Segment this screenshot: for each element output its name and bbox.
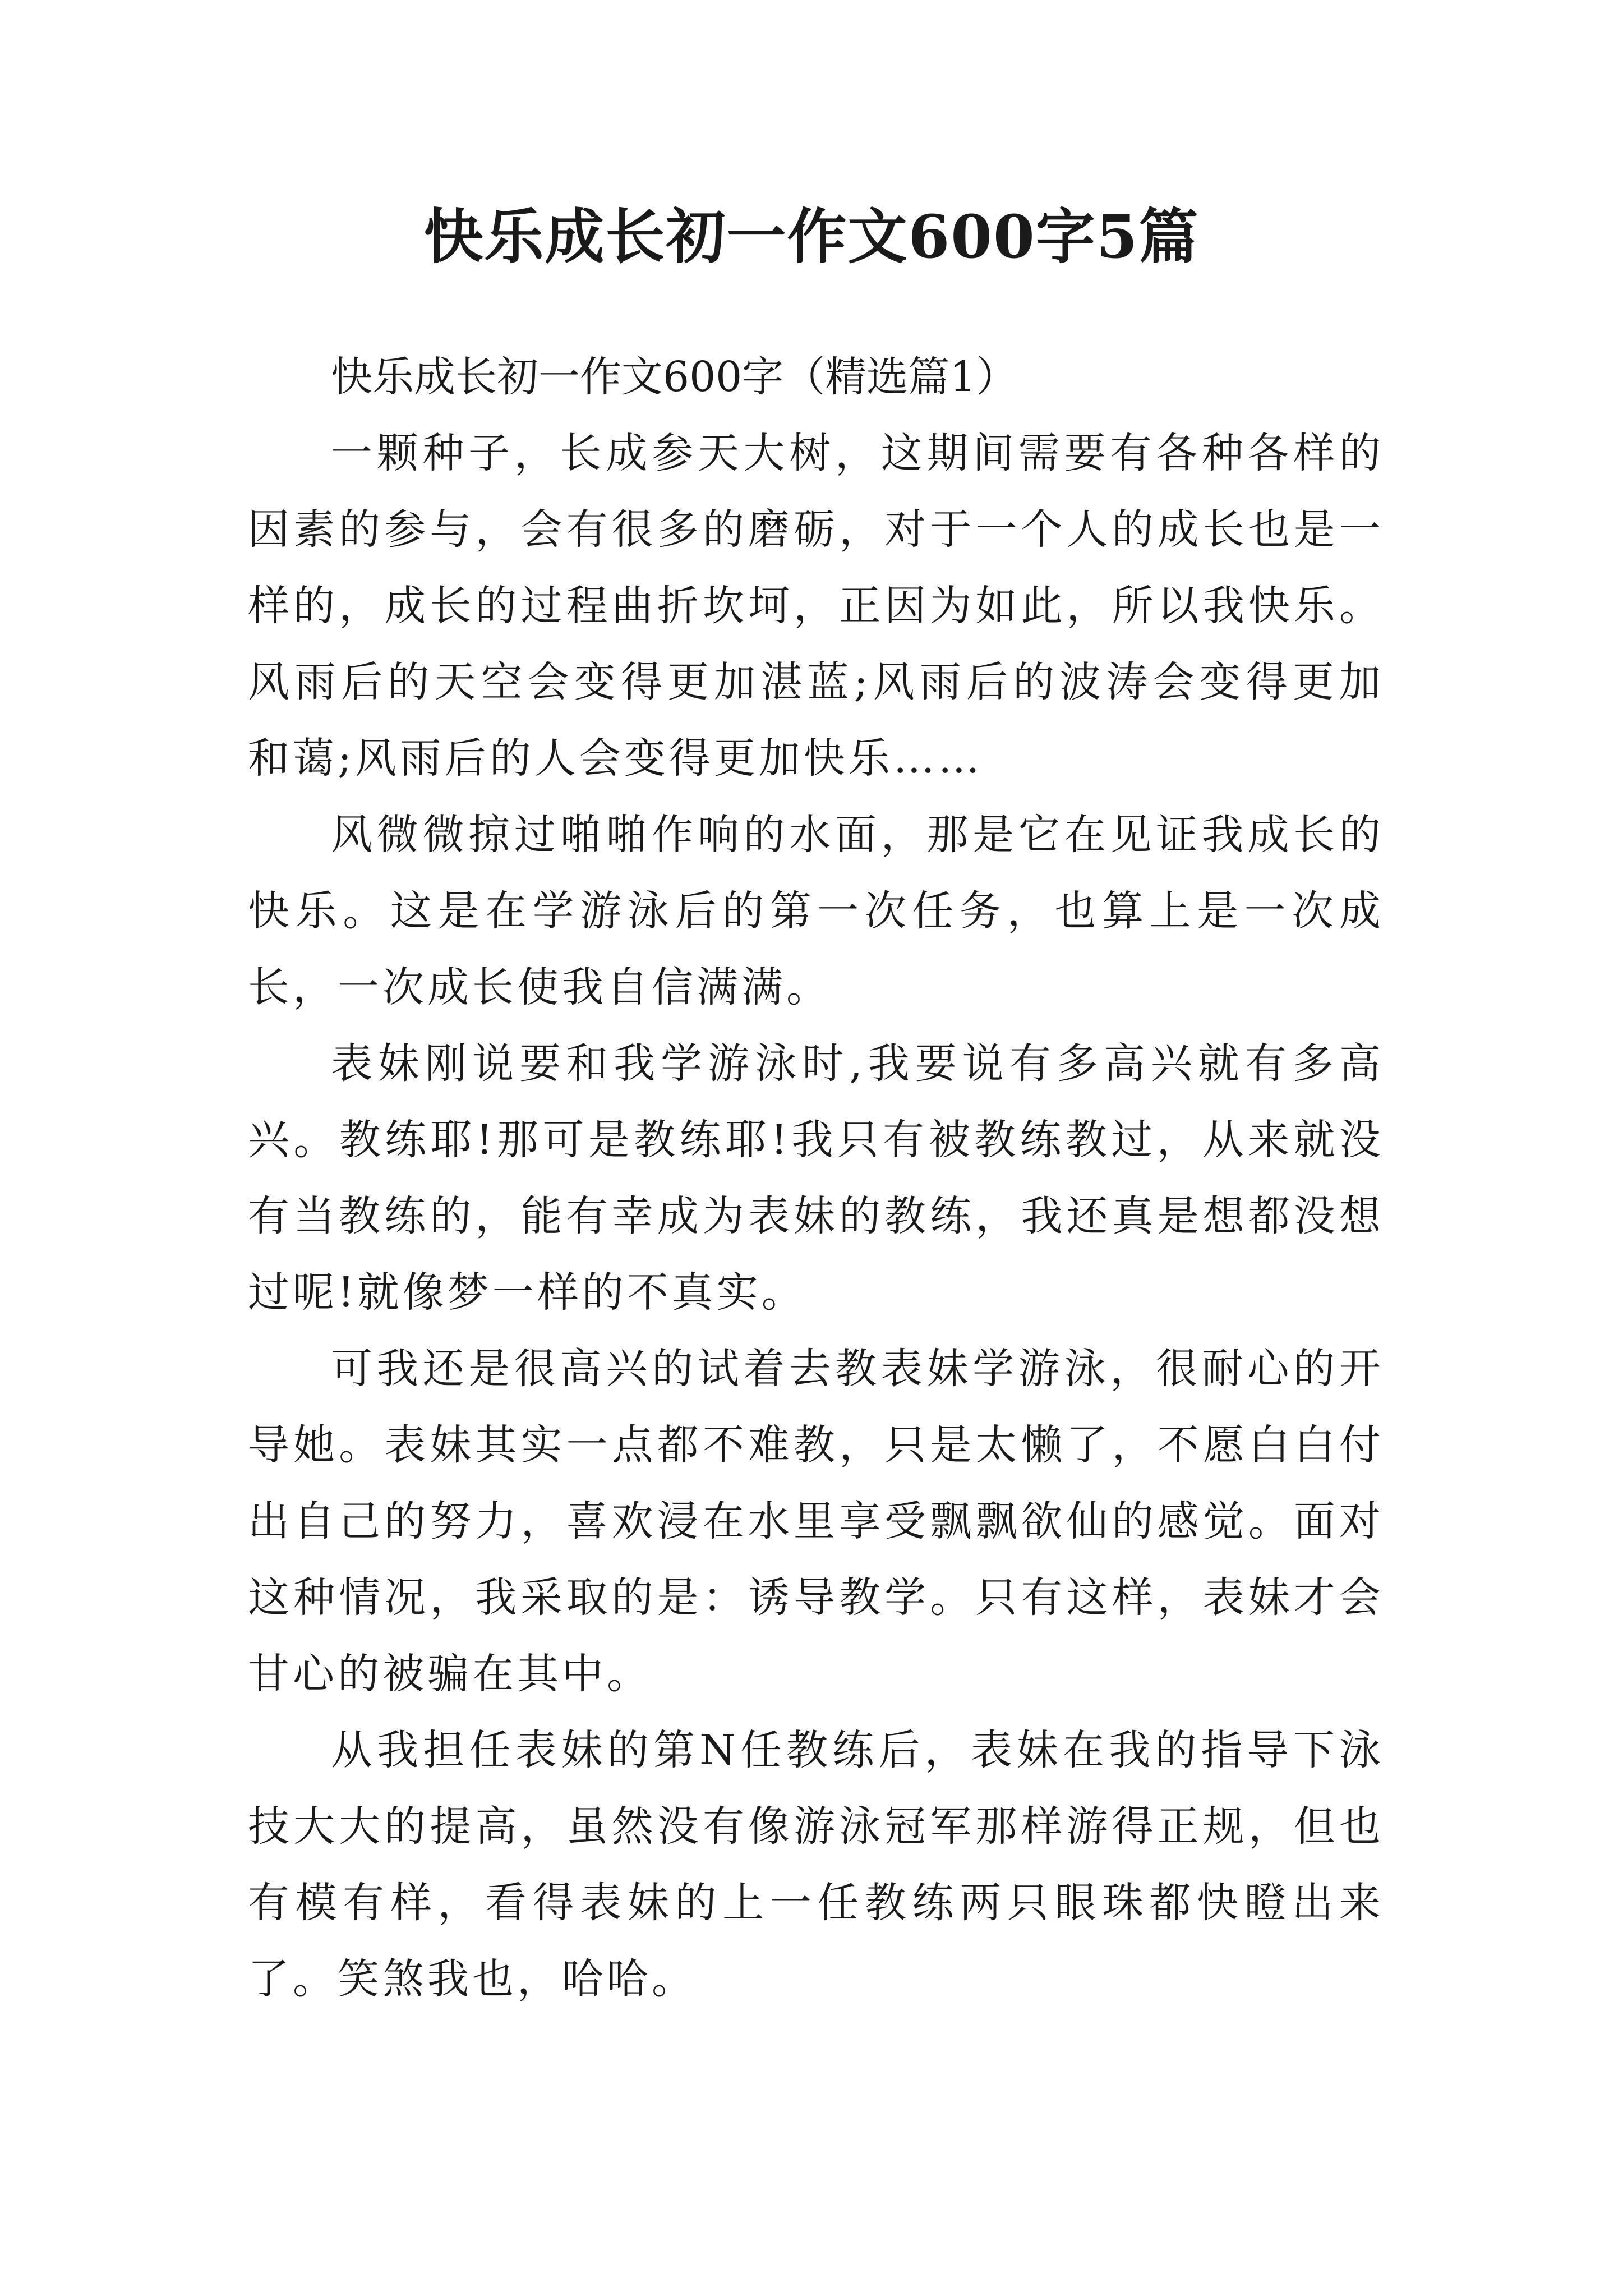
document-body xyxy=(248,339,1384,2017)
paragraph-1: 一颗种子，长成参天大树，这期间需要有各种各样的因素的参与，会有很多的磨砺，对于一个人的成长也是一样的，成长的过程曲折坎坷，正因为如此，所以我快乐。风雨后的天空会变得更加湛蓝;风雨后的波涛会变得更加和蔼;风雨后的人会变得更加快乐…… xyxy=(248,429,1384,783)
paragraph-5: 从我担任表妹的第N任教练后，表妹在我的指导下泳技大大的提高，虽然没有像游泳冠军那样游得正规，但也有模有样，看得表妹的上一任教练两只眼珠都快瞪出来了。笑煞我也，哈哈。 xyxy=(248,1726,1384,2003)
paragraph-3: 表妹刚说要和我学游泳时,我要说有多高兴就有多高兴。教练耶!那可是教练耶!我只有被教练教过，从来就没有当教练的，能有幸成为表妹的教练，我还真是想都没想过呢!就像梦一样的不真实。 xyxy=(248,1039,1384,1317)
document-title: 快乐成长初一作文600字5篇 xyxy=(423,201,1200,272)
paragraph-4: 可我还是很高兴的试着去教表妹学游泳，很耐心的开导她。表妹其实一点都不难教，只是太懒了，不愿白白付出自己的努力，喜欢浸在水里享受飘飘欲仙的感觉。面对这种情况，我采取的是：诱导教学。只有这样，表妹才会甘心的被骗在其中。 xyxy=(248,1345,1384,1698)
section-heading: 快乐成长初一作文600字（精选篇1） xyxy=(331,353,1018,401)
paragraph-2: 风微微掠过啪啪作响的水面，那是它在见证我成长的快乐。这是在学游泳后的第一次任务，也算上是一次成长，一次成长使我自信满满。 xyxy=(248,811,1384,1011)
